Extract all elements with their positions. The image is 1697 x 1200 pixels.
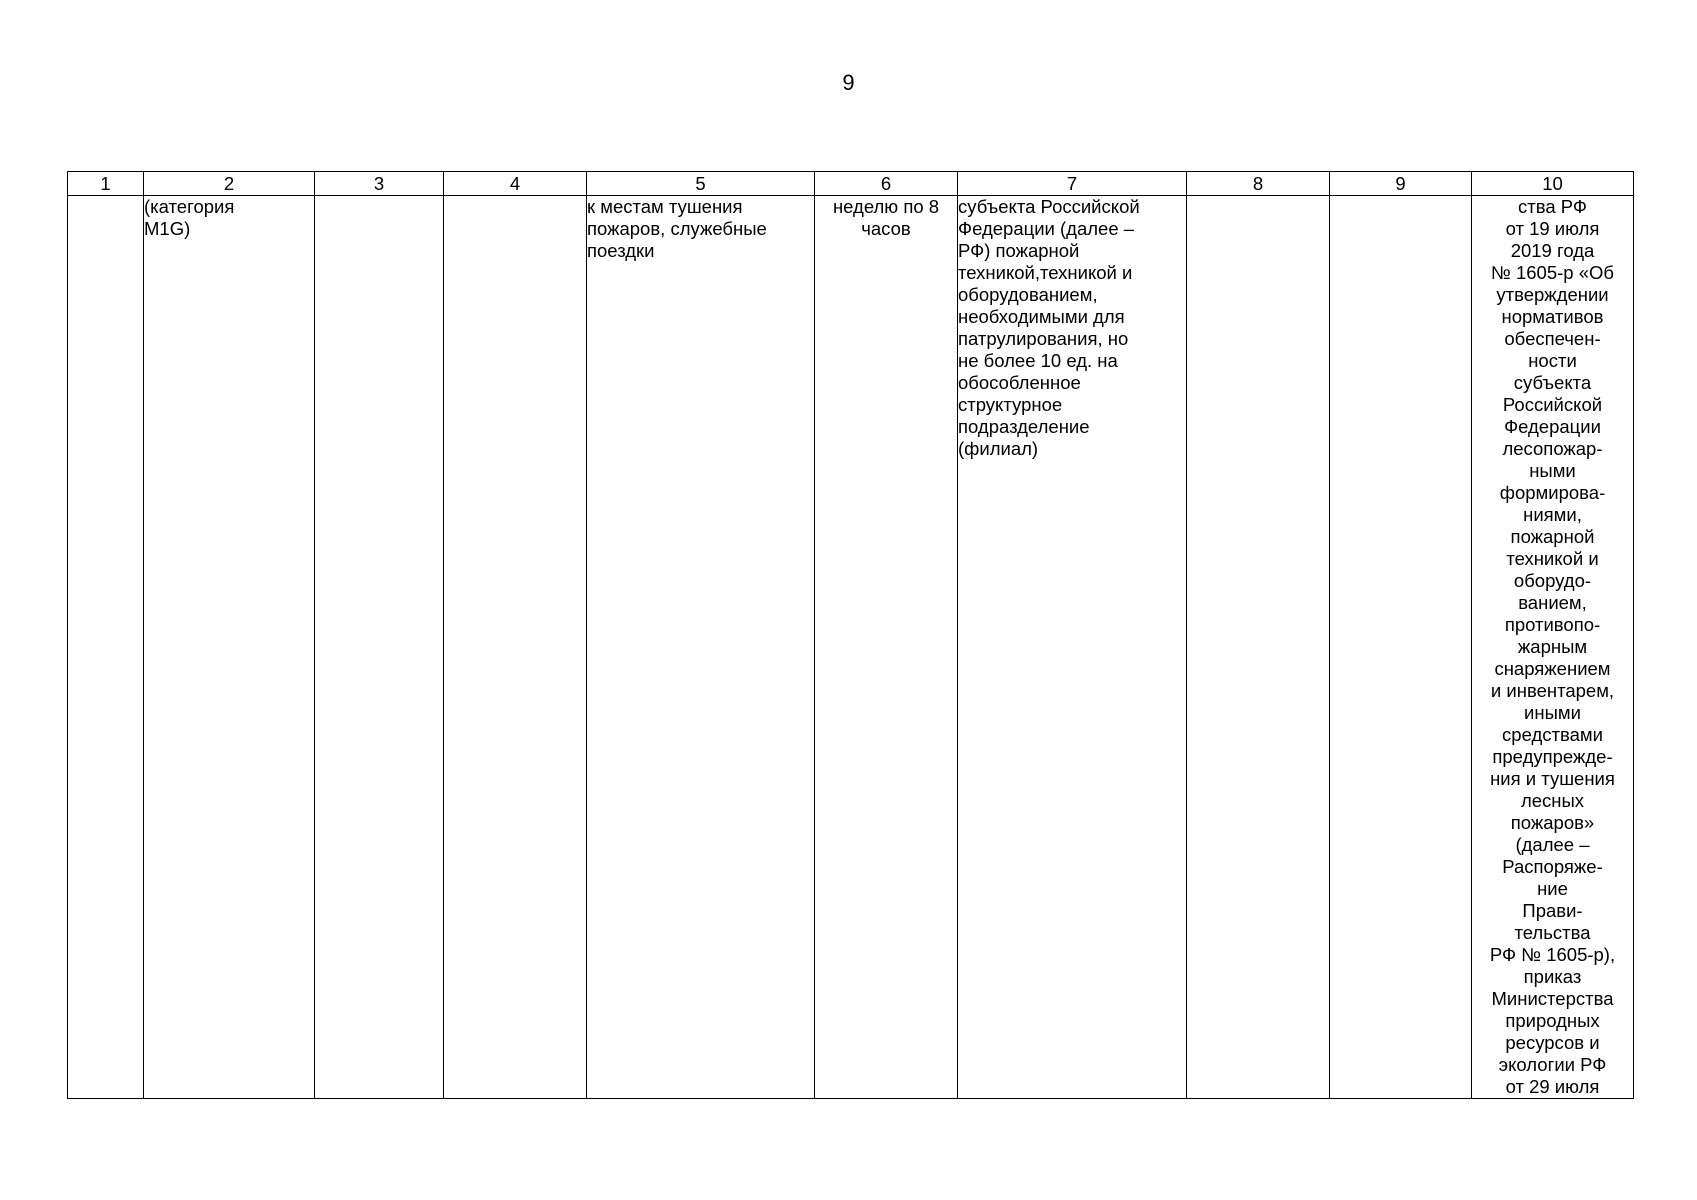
header-cell-2: 2 bbox=[144, 172, 315, 196]
data-table bbox=[67, 171, 1634, 1099]
cell-col4 bbox=[444, 196, 587, 1099]
header-row bbox=[68, 172, 1634, 196]
header-cell-4: 4 bbox=[444, 172, 587, 196]
header-cell-6: 6 bbox=[815, 172, 958, 196]
header-cell-1: 1 bbox=[68, 172, 144, 196]
header-cell-8: 8 bbox=[1187, 172, 1330, 196]
header-cell-9: 9 bbox=[1330, 172, 1472, 196]
cell-col5: к местам тушения пожаров, служебные поездки bbox=[587, 196, 815, 1099]
table-row bbox=[68, 196, 1634, 1099]
header-cell-3: 3 bbox=[315, 172, 444, 196]
cell-col7: субъекта Российской Федерации (далее – РФ) пожарной техникой,техникой и оборудованием, необходимыми для патрулирования, но не более 10 ед. на обособленное структурное подразделение (филиал) bbox=[958, 196, 1187, 1099]
cell-col8 bbox=[1187, 196, 1330, 1099]
page-number: 9 bbox=[842, 70, 855, 95]
cell-col2: (категория M1G) bbox=[144, 196, 315, 1099]
header-cell-7: 7 bbox=[958, 172, 1187, 196]
cell-col3 bbox=[315, 196, 444, 1099]
cell-col1 bbox=[68, 196, 144, 1099]
cell-col6: неделю по 8 часов bbox=[815, 196, 958, 1099]
header-cell-5: 5 bbox=[587, 172, 815, 196]
cell-col9 bbox=[1330, 196, 1472, 1099]
cell-col10: ства РФ от 19 июля 2019 года № 1605-р «Об утверждении нормативов обеспечен- ности субъекта Российской Федерации лесопожар- ными формирова- ниями, пожарной техникой и оборудо- ванием, противопо- жарным снаряжением и инвентарем, иными средствами предупрежде- ния и тушения лесных пожаров» (далее – Распоряже- ние Прави- тельства РФ № 1605-р), приказ Министерства природных ресурсов и экологии РФ от 29 июля bbox=[1472, 196, 1634, 1099]
header-cell-10: 10 bbox=[1472, 172, 1634, 196]
